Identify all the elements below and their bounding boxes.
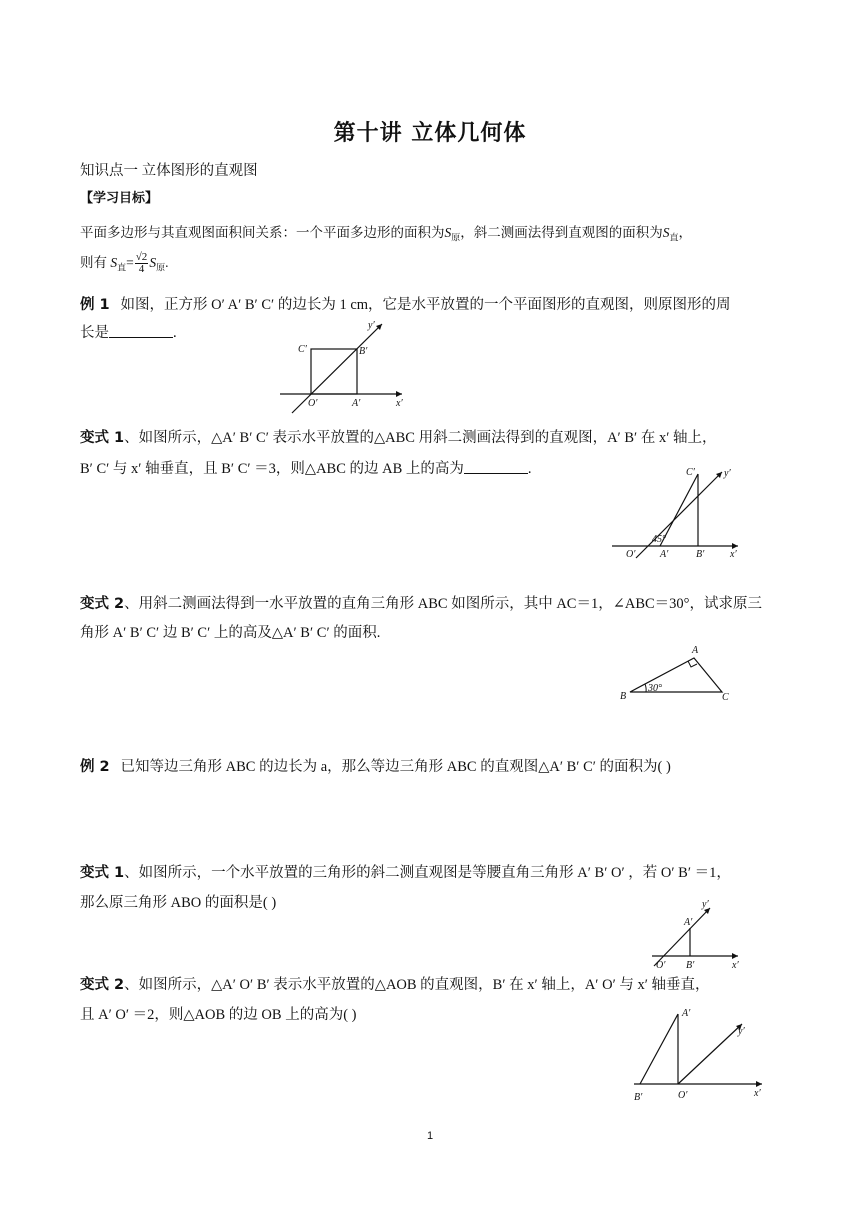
variant-2b-text-2: 且 A′ O′ ＝2，则△AOB 的边 OB 上的高为( ) <box>80 1007 357 1023</box>
variant-1b-text-2: 那么原三角形 ABO 的面积是( ) <box>80 895 277 911</box>
label-o: O′ <box>308 398 318 409</box>
answer-blank <box>109 323 173 338</box>
angle-label: 45° <box>652 534 666 545</box>
label-y: y′ <box>702 899 709 910</box>
section-heading: 知识点一 立体图形的直观图 <box>80 163 258 179</box>
figure-square <box>280 320 410 420</box>
fraction: $\frac{√2}{4}$ <box>135 251 148 276</box>
figure-triangle-45 <box>612 462 752 562</box>
goal-text: 平面多边形与其直观图面积间关系：一个平面多边形的面积为$S_原$，斜二测画法得到直观图的面积为$S_直$， <box>80 225 693 243</box>
goal-formula: 则有 $S_直=$ $\frac{√2}{4}$ $S_原$. <box>80 251 169 276</box>
label-y: y′ <box>738 1026 745 1037</box>
label-o: O′ <box>656 960 666 971</box>
page-title: 第十讲 立体几何体 <box>333 121 527 146</box>
label-a: A′ <box>352 398 361 409</box>
example-1-text-2: 长是 . <box>80 325 177 341</box>
label-y: y′ <box>368 320 375 331</box>
angle-label: 30° <box>648 683 662 694</box>
label-c: C <box>722 692 729 703</box>
label-x: x′ <box>732 960 739 971</box>
label-a: A′ <box>660 549 669 560</box>
variant-2b-text: 变式 2、如图所示，△A′ O′ B′ 表示水平放置的△AOB 的直观图，B′ 在 x′ 轴上，A′ O′ 与 x′ 轴垂直， <box>80 977 710 993</box>
variant-1a-text-2: B′ C′ 与 x′ 轴垂直，且 B′ C′ ＝3，则△ABC 的边 AB 上的高为 . <box>80 461 532 477</box>
label-c: C′ <box>298 344 307 355</box>
label-a: A′ <box>684 917 693 928</box>
variant-1b-text: 变式 1、如图所示，一个水平放置的三角形的斜二测直观图是等腰直角三角形 A′ B′ O′ ，若 O′ B′ ＝1， <box>80 865 731 881</box>
variant-2a-text: 变式 2、用斜二测画法得到一水平放置的直角三角形 ABC 如图所示，其中 AC＝1，∠ABC＝30°，试求原三 <box>80 596 762 612</box>
label-b: B′ <box>696 549 705 560</box>
label-b: B′ <box>634 1092 643 1103</box>
label-b: B <box>620 691 627 702</box>
label-y: y′ <box>724 468 731 479</box>
figure-right-triangle <box>618 644 738 704</box>
variant-1a-text: 变式 1、如图所示，△A′ B′ C′ 表示水平放置的△ABC 用斜二测画法得到的直观图，A′ B′ 在 x′ 轴上， <box>80 430 717 446</box>
figure-isosceles-right <box>648 898 748 974</box>
label-o: O′ <box>678 1090 688 1101</box>
page-number: 1 <box>426 1130 434 1142</box>
variant-2a-text-2: 角形 A′ B′ C′ 边 B′ C′ 上的高及△A′ B′ C′ 的面积. <box>80 625 381 641</box>
label-o: O′ <box>626 549 636 560</box>
figure-triangle-aob <box>630 1004 770 1104</box>
label-a: A <box>692 645 699 656</box>
goal-heading: 【学习目标】 <box>80 191 159 206</box>
label-x: x′ <box>396 398 403 409</box>
answer-blank <box>464 459 528 474</box>
example-2-text: 例 2 已知等边三角形 ABC 的边长为 a，那么等边三角形 ABC 的直观图△A′ B′ C′ 的面积为( ) <box>80 759 671 775</box>
label-b: B′ <box>686 960 695 971</box>
label-b: B′ <box>359 346 368 357</box>
label-c: C′ <box>686 467 695 478</box>
label-x: x′ <box>730 549 737 560</box>
label-a: A′ <box>682 1008 691 1019</box>
label-x: x′ <box>754 1088 761 1099</box>
example-1-text: 例 1 如图，正方形 O′ A′ B′ C′ 的边长为 1 cm，它是水平放置的一个平面图形的直观图，则原图形的周 <box>80 297 731 313</box>
